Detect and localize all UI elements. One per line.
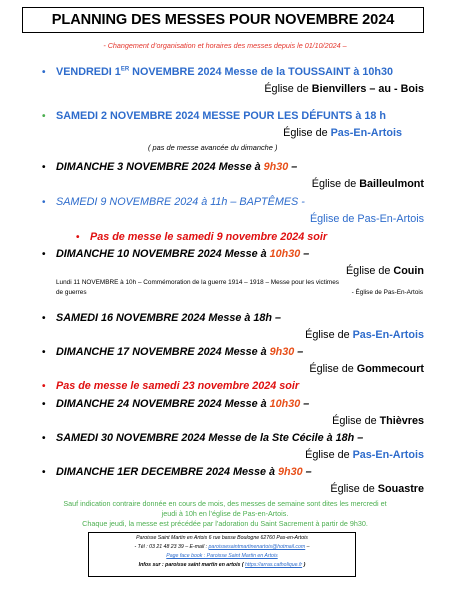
event-dimanche-17	[42, 346, 303, 358]
place-prefix: Église	[283, 127, 316, 139]
event-text: SAMEDI 2 NOVEMBRE 2024 MESSE POUR LES DÉFUNTS à 18 h	[56, 110, 386, 122]
place-thievres	[332, 415, 424, 427]
place-pas-en-artois	[305, 329, 424, 341]
place-pas-en-artois	[310, 213, 424, 225]
event-no-mass-23	[42, 380, 299, 392]
facebook-link[interactable]: Page face book : Paroisse Saint Martin en Artois	[166, 553, 278, 559]
event-samedi-16	[42, 312, 281, 324]
place-souastre	[330, 483, 424, 495]
bullet: •	[76, 232, 80, 243]
event-time: 9h30	[278, 466, 303, 478]
footer-contact-label: - Tél : 03 21 48 23 39 – E-mail :	[134, 544, 209, 550]
footer-infos-suffix: )	[302, 562, 306, 568]
place-gommecourt	[309, 363, 424, 375]
event-defunts	[42, 110, 386, 122]
bullet: •	[42, 249, 46, 260]
place-bailleulmont	[312, 178, 424, 190]
commemoration-line2: de guerres	[56, 289, 87, 296]
place-name: Souastre	[377, 483, 424, 495]
bullet: •	[42, 467, 46, 478]
place-prefix: Église de	[305, 329, 353, 341]
place-mid: de	[315, 127, 331, 139]
event-samedi-30	[42, 432, 363, 444]
event-text: SAMEDI 9 NOVEMBRE 2024 à 11h – BAPTÊMES -	[56, 196, 305, 208]
footer-facebook	[88, 553, 356, 559]
bullet: •	[42, 347, 46, 358]
place-name: Bailleulmont	[359, 178, 424, 190]
event-time: 10h30	[269, 398, 301, 410]
event-baptemes	[42, 196, 305, 208]
event-toussaint	[42, 66, 393, 78]
event-text: Pas de messe le samedi 9 novembre 2024 soir	[90, 231, 328, 243]
event-text: Pas de messe le samedi 23 novembre 2024 soir	[56, 380, 300, 392]
place-prefix: Église de	[305, 449, 353, 461]
event-text: DIMANCHE 17 NOVEMBRE 2024 Messe à	[56, 346, 270, 358]
event-no-mass-9	[76, 231, 327, 243]
place-name: Pas-En-Artois	[352, 329, 424, 341]
event-dimanche-3	[42, 161, 297, 173]
footer-address: Paroisse Saint Martin en Artois 6 rue basse Boulogne 62760 Pas-en-Artois	[136, 535, 308, 541]
bullet: •	[42, 67, 46, 78]
email-link[interactable]: paroissesaintmartinenartois@hotmail.com	[208, 544, 306, 550]
place-prefix: Église de	[309, 363, 357, 375]
place-prefix: Église de	[345, 265, 394, 277]
place-prefix: Église de	[309, 213, 358, 225]
footer-contact	[88, 544, 356, 550]
place-pas-en-artois	[305, 449, 424, 461]
event-text: DIMANCHE 24 NOVEMBRE 2024 Messe à	[56, 398, 270, 410]
event-dash: –	[300, 248, 310, 260]
subtitle: - Changement d’organisation et horaires des messes depuis le 01/10/2024 –	[103, 41, 347, 50]
place-name: Gommecourt	[356, 363, 424, 375]
event-time: 9h30	[269, 346, 295, 358]
page-title: PLANNING DES MESSES POUR NOVEMBRE 2024	[22, 7, 424, 33]
event-dimanche-1-dec	[42, 466, 312, 478]
info-line3: Chaque jeudi, la messe est précédée par l’adoration du Saint Sacrement à partir de 9h30.	[82, 519, 368, 528]
bullet: •	[42, 162, 46, 173]
event-dimanche-10	[42, 248, 309, 260]
note: ( pas de messe avancée du dimanche )	[148, 143, 278, 152]
event-text: SAMEDI 16 NOVEMBRE 2024 Messe à 18h –	[56, 312, 282, 324]
commemoration-line1: Lundi 11 NOVEMBRE à 10h – Commémoration de la guerre 1914 – 1918 – Messe pour les victimes	[56, 279, 339, 286]
footer-infos	[88, 562, 356, 568]
footer-contact-suffix: –	[305, 544, 310, 550]
event-text-end: NOVEMBRE 2024 Messe de la TOUSSAINT à 10h30	[129, 66, 393, 78]
bullet: •	[42, 197, 46, 208]
place-prefix: Église de	[264, 83, 312, 95]
place-couin	[346, 265, 424, 277]
event-dash: –	[302, 466, 312, 478]
event-time: 9h30	[263, 161, 289, 173]
bullet: •	[42, 381, 46, 392]
place-name: Bienvillers – au - Bois	[311, 83, 424, 95]
info-line2: jeudi à 10h en l’église de Pas-en-Artois.	[161, 509, 289, 518]
place-name: Couin	[393, 265, 424, 277]
event-text: DIMANCHE 1ER DECEMBRE 2024 Messe à	[56, 466, 279, 478]
event-time: 10h30	[269, 248, 301, 260]
info-line1: Sauf indication contraire donnée en cours de mois, des messes de semaine sont dites les mercredi et	[63, 499, 387, 508]
bullet: •	[42, 433, 46, 444]
commemoration-place: - Église de Pas-En-Artois	[351, 289, 423, 296]
event-text: DIMANCHE 3 NOVEMBRE 2024 Messe à	[56, 161, 264, 173]
bullet: •	[42, 399, 46, 410]
bullet: •	[42, 313, 46, 324]
place-name: Thièvres	[379, 415, 424, 427]
footer-infos-label: Infos sur : paroisse saint martin en artois (	[138, 562, 246, 568]
place-bienvillers	[264, 83, 424, 95]
website-link[interactable]: https://arras.catholique.fr	[245, 562, 303, 568]
event-text: SAMEDI 30 NOVEMBRE 2024 Messe de la Ste Cécile à 18h –	[56, 432, 364, 444]
place-name: Pas-En-Artois	[352, 449, 424, 461]
event-sup: ER	[120, 66, 130, 73]
event-dimanche-24	[42, 398, 309, 410]
event-dash: –	[288, 161, 298, 173]
bullet: •	[42, 111, 46, 122]
place-name: Pas-En-Artois	[330, 127, 402, 139]
place-pas-en-artois	[283, 127, 402, 139]
place-prefix: Église de	[332, 415, 380, 427]
event-dash: –	[300, 398, 310, 410]
event-text: DIMANCHE 10 NOVEMBRE 2024 Messe à	[56, 248, 270, 260]
place-name: Pas-En-Artois	[357, 213, 424, 225]
event-dash: –	[294, 346, 304, 358]
event-text: VENDREDI 1	[56, 66, 121, 78]
place-prefix: Église de	[311, 178, 360, 190]
place-prefix: Église de	[330, 483, 378, 495]
